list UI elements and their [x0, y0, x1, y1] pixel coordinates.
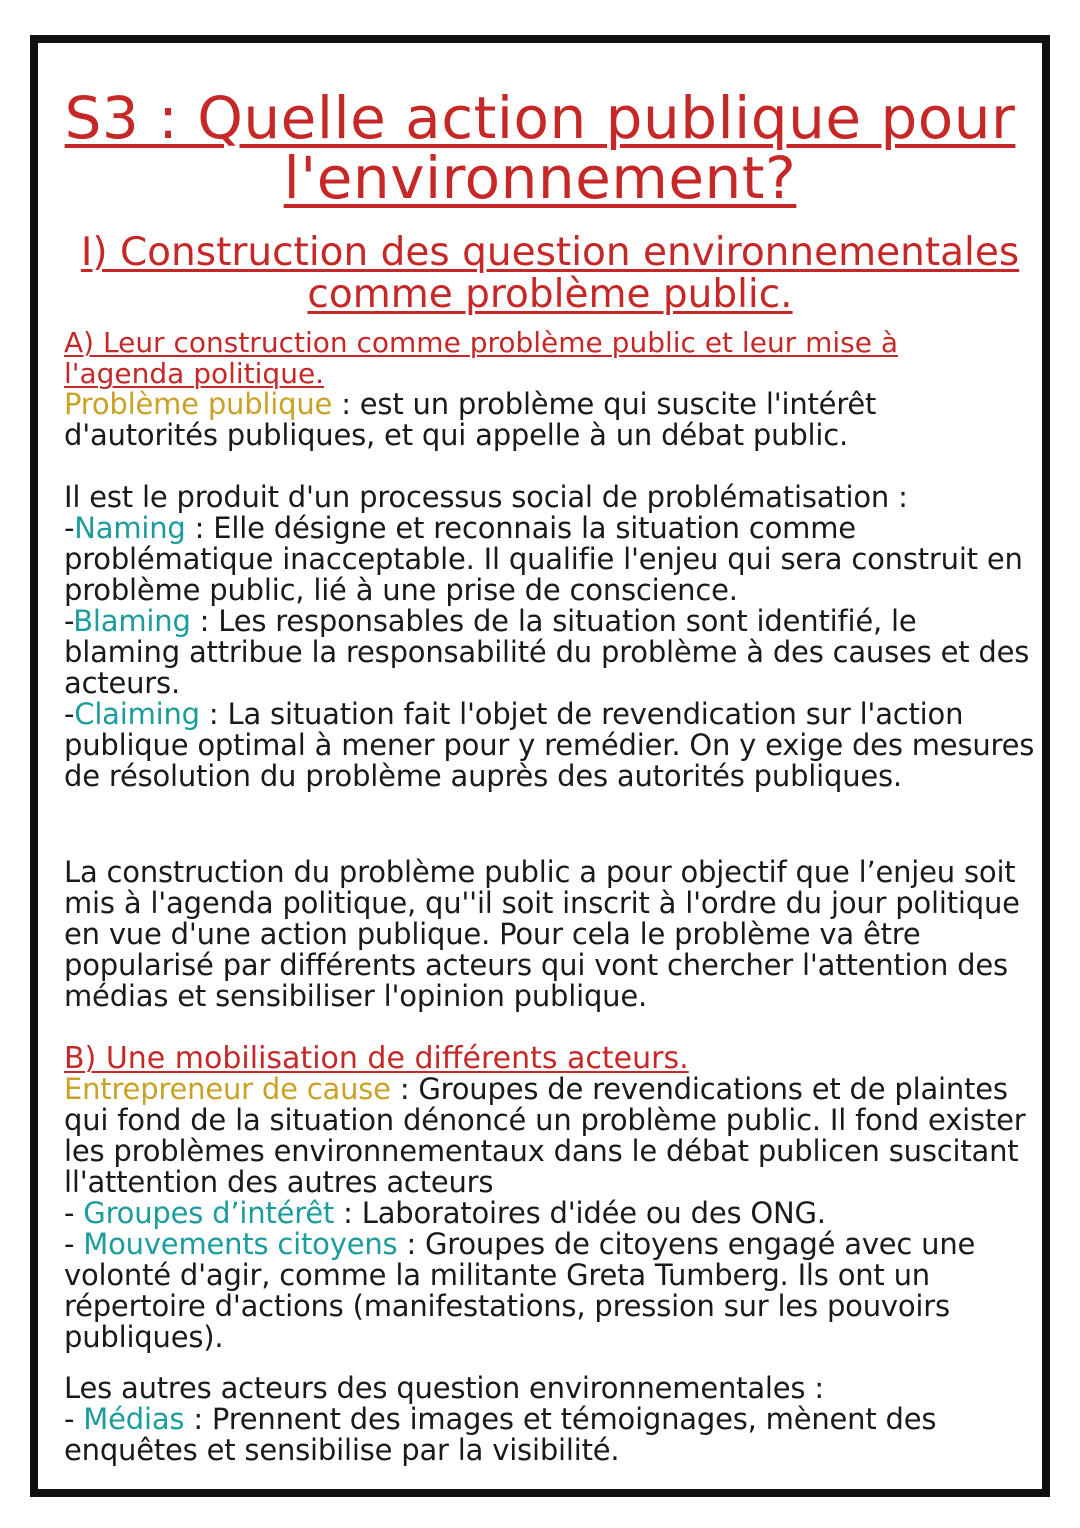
- entrepreneur-term: Entrepreneur de cause: [64, 1072, 391, 1106]
- section-1-heading-line-2: comme problème public.: [307, 272, 793, 317]
- list-item-entrepreneur: [64, 1074, 1036, 1198]
- actors-list: [64, 1074, 1036, 1353]
- title-line-1: S3 : Quelle action publique pour: [64, 84, 1016, 152]
- naming-term: Naming: [74, 511, 186, 545]
- list-item-medias: - Médias : Prennent des images et témoignages, mènent des enquêtes et sensibilise par la visibilité.: [64, 1402, 937, 1467]
- title-line-2: l'environnement?: [283, 144, 797, 212]
- groupes-text: : Laboratoires d'idée ou des ONG.: [334, 1196, 826, 1230]
- part-b-heading-text: B) Une mobilisation de différents acteurs.: [64, 1041, 689, 1076]
- claiming-term: Claiming: [74, 697, 200, 731]
- mouvements-term: Mouvements citoyens: [83, 1227, 398, 1261]
- list-item-blaming: -Blaming : Les responsables de la situation sont identifié, le blaming attribue la responsabilité du problème à des causes et des acteurs.: [64, 604, 1030, 700]
- definition-term: Problème publique: [64, 387, 333, 421]
- other-actors: [64, 1373, 1036, 1466]
- list-item-claiming: -Claiming : La situation fait l'objet de revendication sur l'action publique optimal à mener pour y remédier. On y exige des mesures de résolution du problème auprès des autorités publiques.: [64, 697, 1035, 793]
- section-1-heading: [50, 232, 1050, 316]
- part-b-heading: [64, 1043, 1024, 1074]
- blaming-term: Blaming: [73, 604, 191, 638]
- list-item-naming: -Naming : Elle désigne et reconnais la situation comme problématique inacceptable. Il qualifie l'enjeu qui sera construit en problème public, lié à une prise de conscience.: [64, 511, 1023, 607]
- definition-paragraph: [64, 389, 1036, 451]
- page-title: [40, 84, 1040, 212]
- process-intro: Il est le produit d'un processus social de problématisation :: [64, 480, 908, 514]
- groupes-term: Groupes d’intérêt: [83, 1196, 335, 1230]
- list-item-mouvements: - Mouvements citoyens : Groupes de citoyens engagé avec une volonté d'agir, comme la militante Greta Tumberg. Ils ont un répertoire d'actions (manifestations, pression sur les pouvoirs publiques).: [64, 1227, 976, 1354]
- part-a-heading: [64, 327, 1024, 389]
- entrepreneur-text: : Groupes de revendications et de plaintes qui fond de la situation dénoncé un problème public. Il fond exister les problèmes environnementaux dans le débat publicen suscitant ll'attention des autres acteurs: [64, 1072, 1026, 1199]
- section-1-heading-line-1: I) Construction des question environnementales: [80, 230, 1020, 275]
- other-actors-intro: Les autres acteurs des question environnementales :: [64, 1371, 824, 1405]
- mouvements-text: : Groupes de citoyens engagé avec une volonté d'agir, comme la militante Greta Tumberg. Ils ont un répertoire d'actions (manifestations, pression sur les pouvoirs publiques).: [64, 1227, 976, 1354]
- claiming-text: : La situation fait l'objet de revendication sur l'action publique optimal à mener pour y remédier. On y exige des mesures de résolution du problème auprès des autorités publiques.: [64, 697, 1035, 793]
- naming-text: : Elle désigne et reconnais la situation comme problématique inacceptable. Il qualifie l'enjeu qui sera construit en problème public, lié à une prise de conscience.: [64, 511, 1023, 607]
- definition-text: : est un problème qui suscite l'intérêt d'autorités publiques, et qui appelle à un débat public.: [64, 387, 877, 452]
- medias-term: Médias: [83, 1402, 185, 1436]
- blaming-text: : Les responsables de la situation sont identifié, le blaming attribue la responsabilité du problème à des causes et des acteurs.: [64, 604, 1030, 700]
- medias-text: : Prennent des images et témoignages, mènent des enquêtes et sensibilise par la visibilité.: [64, 1402, 937, 1467]
- part-a-heading-line-1: A) Leur construction comme problème public et leur mise à: [64, 326, 899, 359]
- part-a-heading-line-2: l'agenda politique.: [64, 357, 325, 390]
- list-item-groupes: - Groupes d’intérêt : Laboratoires d'idée ou des ONG.: [64, 1196, 826, 1230]
- agenda-paragraph: La construction du problème public a pour objectif que l’enjeu soit mis à l'agenda politique, qu''il soit inscrit à l'ordre du jour politique en vue d'une action publique. Pour cela le problème va être popularisé par différents acteurs qui vont chercher l'attention des médias et sensibiliser l'opinion publique.: [64, 855, 1020, 1013]
- process-list: [64, 482, 1036, 792]
